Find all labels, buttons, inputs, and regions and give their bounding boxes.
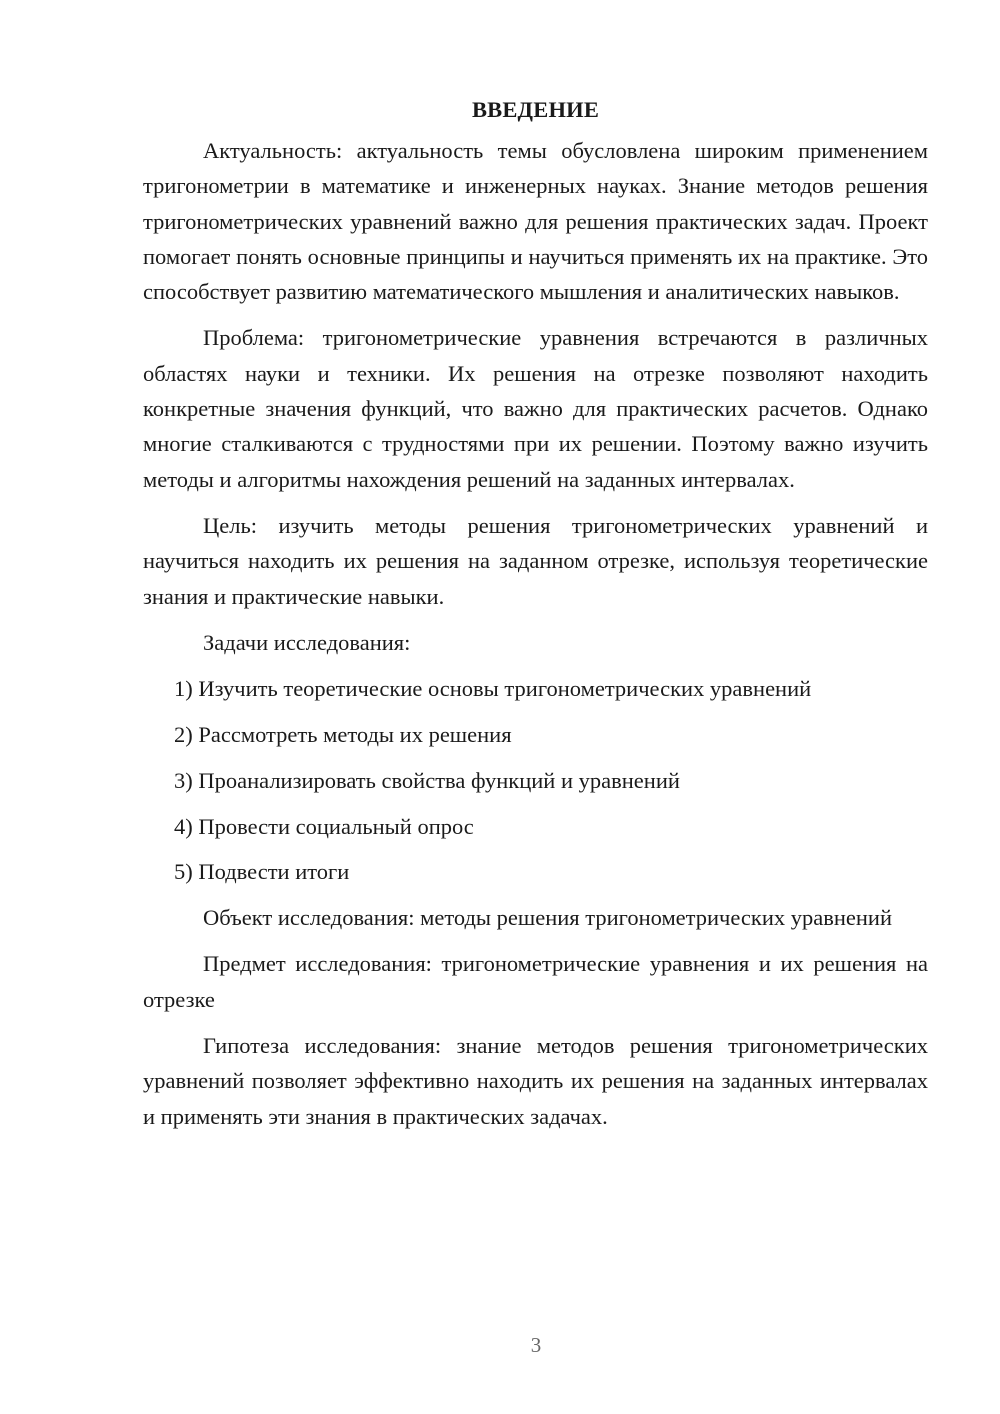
page-number: 3 — [530, 1333, 542, 1357]
task-item: 3) Проанализировать свойства функций и уравнений — [174, 767, 680, 793]
paragraph-hypothesis: Гипотеза исследования: знание методов решения тригонометрических уравнений позволяет эффективно находить их решения на заданных интервалах и применять эти знания в практических задачах. — [143, 1033, 928, 1129]
paragraph-problem: Проблема: тригонометрические уравнения встречаются в различных областях науки и техники. Их решения на отрезке позволяют находить конкретные значения функций, что важно для практических расчетов. Однако многие сталкиваются с трудностями при их решении. Поэтому важно изучить методы и алгоритмы нахождения решений на заданных интервалах. — [143, 325, 928, 492]
paragraph-object: Объект исследования: методы решения тригонометрических уравнений — [203, 905, 893, 931]
paragraph-goal: Цель: изучить методы решения тригонометрических уравнений и научиться находить их решения на заданном отрезке, используя теоретические знания и практические навыки. — [143, 512, 928, 609]
tasks-label: Задачи исследования: — [203, 629, 411, 655]
task-item: 2) Рассмотреть методы их решения — [174, 721, 512, 747]
document-page — [143, 92, 928, 1145]
paragraph-relevance: Актуальность: актуальность темы обусловлена широким применением тригонометрии в математике и инженерных науках. Знание методов решения тригонометрических уравнений важно для решения практических задач. Проект помогает понять основные принципы и научиться применять их на практике. Это способствует развитию математического мышления и аналитических навыков. — [143, 138, 928, 305]
tasks-list — [143, 671, 928, 889]
paragraph-subject: Предмет исследования: тригонометрические уравнения и их решения на отрезке — [143, 951, 928, 1012]
task-item: 5) Подвести итоги — [174, 859, 350, 885]
task-item: 4) Провести социальный опрос — [174, 813, 474, 839]
task-item: 1) Изучить теоретические основы тригонометрических уравнений — [174, 676, 812, 702]
section-heading: ВВЕДЕНИЕ — [471, 97, 600, 122]
